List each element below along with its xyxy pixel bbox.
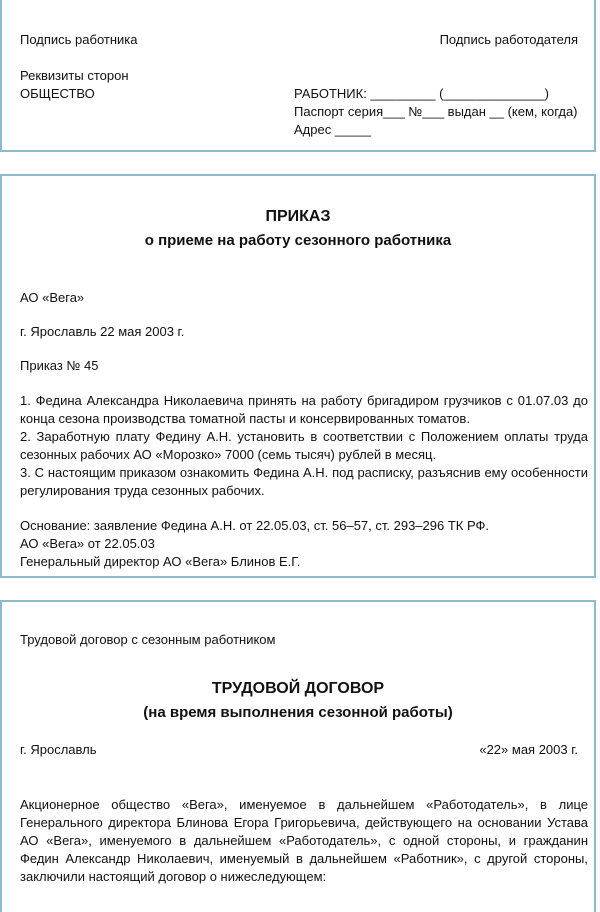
contract-date: «22» мая 2003 г. xyxy=(479,742,578,757)
order-item-1: 1. Федина Александра Николаевича принять на работу бригадиром грузчиков с 01.07.03 до конца сезона производства томатной пасты и консервированных томатов. xyxy=(20,393,588,426)
order-basis-date: АО «Вега» от 22.05.03 xyxy=(20,536,155,551)
requisites-title: Реквизиты сторон xyxy=(20,68,129,83)
order-org: АО «Вега» xyxy=(20,290,85,305)
order-number: Приказ № 45 xyxy=(20,358,99,373)
contract-caption: Трудовой договор с сезонным работником xyxy=(20,632,276,647)
contract-title: ТРУДОВОЙ ДОГОВОР xyxy=(211,680,385,697)
contract-subtitle: (на время выполнения сезонной работы) xyxy=(143,704,453,721)
order-item-2: 2. Заработную плату Федину А.Н. установить в соответствии с Положением оплаты труда сезонных рабочих АО «Морозко» 7000 (семь тысяч) рублей в месяц. xyxy=(20,429,588,462)
order-signatory: Генеральный директор АО «Вега» Блинов Е.Г. xyxy=(20,554,301,569)
employee-signature-label: Подпись работника xyxy=(20,32,138,47)
passport-line: Паспорт серия___ №___ выдан __ (кем, когда) xyxy=(294,104,578,119)
order-block xyxy=(0,174,596,578)
signatures-block xyxy=(0,0,596,152)
order-city-date: г. Ярославль 22 мая 2003 г. xyxy=(20,324,185,339)
contract-intro: Акционерное общество «Вега», именуемое в дальнейшем «Работодатель», в лице Генерального директора Блинова Егора Григорьевича, действующего на основании Устава АО «Вега», именуемого в дальнейшем «Работодатель», с одной стороны, и гражданин Федин Александр Николаевич, именуемый в дальнейшем «Работник», с другой стороны, заключили настоящий договор о нижеследующем: xyxy=(20,797,588,884)
order-subtitle: о приеме на работу сезонного работника xyxy=(144,232,452,249)
employer-signature-label: Подпись работодателя xyxy=(439,32,578,47)
worker-line: РАБОТНИК: _________ (______________) xyxy=(294,86,549,101)
company-label: ОБЩЕСТВО xyxy=(20,86,95,101)
order-item-3: 3. С настоящим приказом ознакомить Федина А.Н. под расписку, разъяснив ему особенности регулирования труда сезонных рабочих. xyxy=(20,465,588,498)
contract-block xyxy=(0,600,596,912)
address-line: Адрес _____ xyxy=(294,122,371,137)
order-basis: Основание: заявление Федина А.Н. от 22.05.03, ст. 56–57, ст. 293–296 ТК РФ. xyxy=(20,518,489,533)
contract-city: г. Ярославль xyxy=(20,742,97,757)
order-title: ПРИКАЗ xyxy=(265,208,331,225)
